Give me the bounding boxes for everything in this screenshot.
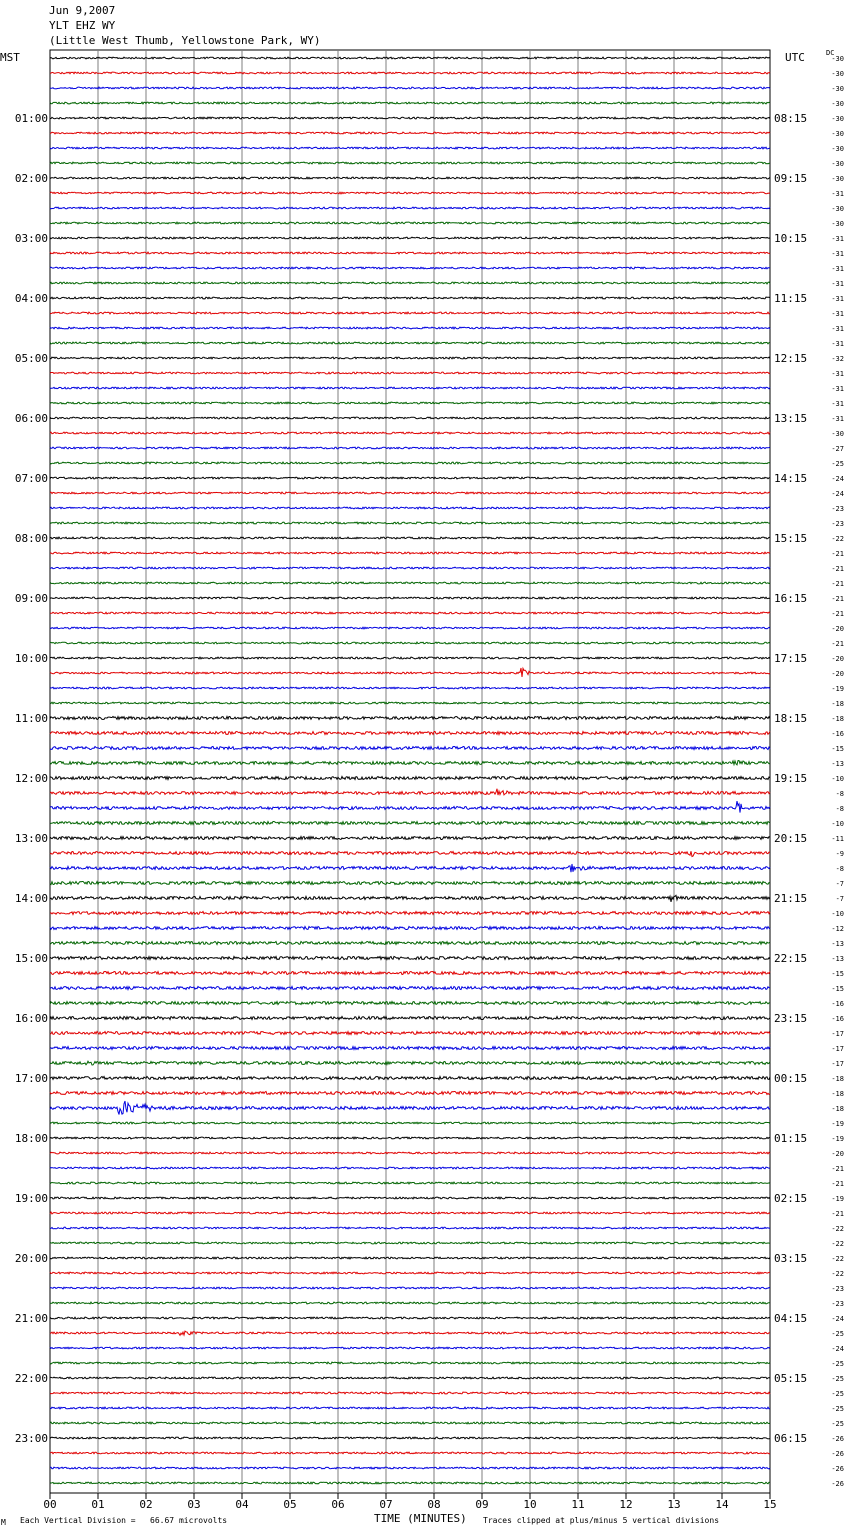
trace-line	[50, 657, 770, 659]
dc-offset-label: -25	[831, 1420, 844, 1428]
dc-offset-label: -30	[831, 160, 844, 168]
dc-offset-label: -30	[831, 100, 844, 108]
x-tick-label: 13	[667, 1498, 681, 1511]
trace-line	[50, 117, 770, 119]
left-hour-label: 09:00	[14, 592, 48, 605]
trace-line	[50, 627, 770, 629]
trace-line	[50, 777, 770, 780]
trace-line	[50, 477, 770, 479]
dc-offset-label: -31	[831, 265, 844, 273]
dc-offset-label: -18	[831, 1105, 844, 1113]
dc-offset-label: -31	[831, 385, 844, 393]
left-hour-label: 04:00	[14, 292, 48, 305]
dc-offset-label: -32	[831, 355, 844, 363]
trace-line	[50, 1407, 770, 1409]
trace-line	[50, 1392, 770, 1394]
dc-offset-label: -27	[831, 445, 844, 453]
dc-offset-label: -25	[831, 1360, 844, 1368]
dc-offset-label: -24	[831, 1315, 844, 1323]
trace-line	[50, 1287, 770, 1289]
trace-line	[50, 492, 770, 494]
trace-line	[50, 1092, 770, 1095]
dc-offset-label: -22	[831, 1270, 844, 1278]
trace-line	[50, 687, 770, 689]
dc-offset-label: -20	[831, 670, 844, 678]
dc-offset-label: -8	[835, 790, 844, 798]
trace-line	[50, 522, 770, 524]
trace-line	[50, 1437, 770, 1439]
right-hour-label: 22:15	[774, 952, 808, 965]
trace-line	[50, 387, 770, 389]
dc-offset-label: -21	[831, 595, 844, 603]
left-hour-label: 18:00	[14, 1132, 48, 1145]
dc-offset-label: -16	[831, 1015, 844, 1023]
left-timezone: MST	[0, 51, 20, 64]
dc-offset-label: -21	[831, 580, 844, 588]
dc-offset-label: -21	[831, 610, 844, 618]
trace-line	[50, 732, 770, 735]
trace-line	[50, 327, 770, 329]
trace-line	[50, 552, 770, 554]
dc-offset-label: -31	[831, 190, 844, 198]
right-hour-label: 12:15	[774, 352, 808, 365]
trace-line	[50, 1482, 770, 1484]
trace-line	[50, 837, 770, 840]
trace-line	[50, 237, 770, 239]
x-tick-label: 15	[763, 1498, 777, 1511]
dc-offset-label: -8	[835, 805, 844, 813]
dc-offset-label: -30	[831, 85, 844, 93]
trace-line	[50, 1061, 770, 1065]
clip-note: Traces clipped at plus/minus 5 vertical divisions	[483, 1516, 720, 1525]
trace-line	[50, 801, 770, 813]
plot-frame	[50, 50, 770, 1493]
trace-line	[50, 447, 770, 449]
trace-line	[50, 1212, 770, 1214]
trace-line	[50, 1197, 770, 1199]
trace-line	[50, 1077, 770, 1080]
trace-line	[50, 57, 770, 59]
dc-offset-label: -10	[831, 910, 844, 918]
trace-line	[50, 972, 770, 975]
trace-line	[50, 1272, 770, 1274]
dc-offset-label: -19	[831, 1135, 844, 1143]
dc-offset-label: -18	[831, 700, 844, 708]
dc-offset-label: -9	[835, 850, 844, 858]
dc-offset-label: -17	[831, 1060, 844, 1068]
dc-offset-label: -31	[831, 280, 844, 288]
trace-line	[50, 102, 770, 104]
scale-note: Each Vertical Division = 66.67 microvolts	[20, 1516, 228, 1525]
dc-offset-label: -15	[831, 985, 844, 993]
dc-offset-label: -21	[831, 1165, 844, 1173]
right-hour-label: 01:15	[774, 1132, 808, 1145]
x-tick-label: 01	[91, 1498, 105, 1511]
dc-offset-label: -18	[831, 1075, 844, 1083]
right-hour-label: 10:15	[774, 232, 808, 245]
dc-offset-label: -21	[831, 550, 844, 558]
trace-line	[50, 882, 770, 885]
left-hour-label: 11:00	[14, 712, 48, 725]
dc-offset-label: -22	[831, 535, 844, 543]
trace-line	[50, 177, 770, 179]
dc-offset-label: -23	[831, 1300, 844, 1308]
trace-line	[50, 942, 770, 945]
right-hour-label: 21:15	[774, 892, 808, 905]
trace-line	[50, 822, 770, 825]
dc-offset-label: -25	[831, 1390, 844, 1398]
right-hour-label: 23:15	[774, 1012, 808, 1025]
trace-line	[50, 537, 770, 539]
trace-line	[50, 1467, 770, 1469]
dc-offset-label: -13	[831, 955, 844, 963]
dc-offset-label: -30	[831, 70, 844, 78]
trace-line	[50, 462, 770, 464]
trace-line	[50, 957, 770, 960]
x-axis-title: TIME (MINUTES)	[374, 1512, 467, 1525]
dc-offset-label: -25	[831, 1405, 844, 1413]
dc-offset-label: -18	[831, 715, 844, 723]
dc-offset-label: -23	[831, 520, 844, 528]
x-tick-label: 05	[283, 1498, 297, 1511]
trace-line	[50, 252, 770, 254]
trace-line	[50, 1362, 770, 1364]
trace-line	[50, 747, 770, 750]
trace-line	[50, 927, 770, 930]
dc-offset-label: -26	[831, 1450, 844, 1458]
left-hour-label: 02:00	[14, 172, 48, 185]
trace-line	[50, 987, 770, 990]
right-hour-label: 18:15	[774, 712, 808, 725]
dc-offset-label: -23	[831, 505, 844, 513]
left-hour-label: 07:00	[14, 472, 48, 485]
x-tick-label: 09	[475, 1498, 489, 1511]
trace-line	[50, 1302, 770, 1304]
x-tick-label: 14	[715, 1498, 729, 1511]
trace-line	[50, 1182, 770, 1184]
dc-offset-label: -25	[831, 1330, 844, 1338]
dc-offset-label: -11	[831, 835, 844, 843]
right-hour-label: 19:15	[774, 772, 808, 785]
right-hour-label: 02:15	[774, 1192, 808, 1205]
trace-line	[50, 912, 770, 915]
trace-line	[50, 1452, 770, 1454]
right-hour-label: 06:15	[774, 1432, 808, 1445]
dc-offset-label: -13	[831, 760, 844, 768]
x-tick-label: 04	[235, 1498, 249, 1511]
dc-offset-label: -30	[831, 220, 844, 228]
trace-line	[50, 895, 770, 902]
trace-line	[50, 597, 770, 599]
dc-offset-label: -31	[831, 400, 844, 408]
x-tick-label: 03	[187, 1498, 201, 1511]
dc-offset-label: -25	[831, 460, 844, 468]
dc-offset-label: -26	[831, 1435, 844, 1443]
right-hour-label: 08:15	[774, 112, 808, 125]
left-hour-label: 01:00	[14, 112, 48, 125]
trace-line	[50, 1317, 770, 1319]
x-tick-label: 02	[139, 1498, 153, 1511]
dc-offset-label: -22	[831, 1240, 844, 1248]
x-tick-label: 06	[331, 1498, 345, 1511]
dc-offset-label: -15	[831, 970, 844, 978]
trace-line	[50, 72, 770, 74]
x-tick-label: 12	[619, 1498, 633, 1511]
trace-line	[50, 1242, 770, 1244]
dc-offset-label: -31	[831, 310, 844, 318]
dc-offset-label: -31	[831, 340, 844, 348]
trace-line	[50, 567, 770, 569]
right-hour-label: 04:15	[774, 1312, 808, 1325]
dc-offset-label: -20	[831, 625, 844, 633]
left-hour-label: 12:00	[14, 772, 48, 785]
right-hour-label: 00:15	[774, 1072, 808, 1085]
dc-offset-label: -10	[831, 775, 844, 783]
corner-mark: M	[1, 1518, 6, 1527]
x-tick-label: 08	[427, 1498, 441, 1511]
dc-offset-label: -18	[831, 1090, 844, 1098]
trace-line	[50, 851, 770, 856]
trace-line	[50, 582, 770, 584]
left-hour-label: 06:00	[14, 412, 48, 425]
right-hour-label: 17:15	[774, 652, 808, 665]
date-label: Jun 9,2007	[49, 4, 116, 17]
left-hour-label: 03:00	[14, 232, 48, 245]
trace-line	[50, 612, 770, 614]
dc-offset-label: -7	[835, 895, 844, 903]
dc-offset-label: -21	[831, 1210, 844, 1218]
trace-line	[50, 267, 770, 269]
right-hour-label: 05:15	[774, 1372, 808, 1385]
dc-offset-label: -19	[831, 1120, 844, 1128]
dc-offset-label: -22	[831, 1255, 844, 1263]
dc-offset-label: -16	[831, 1000, 844, 1008]
trace-line	[50, 1422, 770, 1424]
dc-offset-label: -24	[831, 1345, 844, 1353]
trace-line	[50, 192, 770, 194]
dc-offset-label: -19	[831, 685, 844, 693]
dc-offset-label: -21	[831, 1180, 844, 1188]
trace-line	[50, 357, 770, 359]
trace-line	[50, 162, 770, 164]
trace-line	[50, 717, 770, 720]
trace-line	[50, 207, 770, 209]
trace-line	[50, 1257, 770, 1259]
station-label: YLT EHZ WY	[49, 19, 116, 32]
trace-line	[50, 1032, 770, 1035]
dc-offset-label: -24	[831, 475, 844, 483]
left-hour-label: 10:00	[14, 652, 48, 665]
x-tick-label: 11	[571, 1498, 585, 1511]
dc-offset-label: -17	[831, 1030, 844, 1038]
trace-line	[50, 1167, 770, 1169]
trace-line	[50, 87, 770, 89]
dc-offset-label: -31	[831, 325, 844, 333]
dc-offset-label: -30	[831, 205, 844, 213]
trace-line	[50, 1152, 770, 1154]
left-hour-label: 13:00	[14, 832, 48, 845]
trace-line	[50, 1137, 770, 1139]
dc-offset-label: -25	[831, 1375, 844, 1383]
trace-line	[50, 1227, 770, 1229]
dc-offset-label: -31	[831, 250, 844, 258]
left-hour-label: 22:00	[14, 1372, 48, 1385]
right-hour-label: 20:15	[774, 832, 808, 845]
trace-line	[50, 507, 770, 509]
trace-line	[50, 789, 770, 795]
dc-offset-label: -16	[831, 730, 844, 738]
dc-offset-label: -31	[831, 235, 844, 243]
location-label: (Little West Thumb, Yellowstone Park, WY)	[49, 34, 321, 47]
dc-offset-label: -8	[835, 865, 844, 873]
right-hour-label: 03:15	[774, 1252, 808, 1265]
trace-line	[50, 342, 770, 344]
left-hour-label: 19:00	[14, 1192, 48, 1205]
trace-line	[50, 1017, 770, 1020]
trace-line	[50, 702, 770, 704]
dc-offset-label: -21	[831, 640, 844, 648]
dc-offset-label: -20	[831, 655, 844, 663]
trace-line	[50, 372, 770, 374]
left-hour-label: 14:00	[14, 892, 48, 905]
trace-line	[50, 312, 770, 314]
dc-offset-label: -31	[831, 295, 844, 303]
left-hour-label: 05:00	[14, 352, 48, 365]
left-hour-label: 17:00	[14, 1072, 48, 1085]
dc-offset-label: -30	[831, 130, 844, 138]
dc-offset-label: -22	[831, 1225, 844, 1233]
trace-line	[50, 1002, 770, 1005]
dc-offset-label: -17	[831, 1045, 844, 1053]
left-hour-label: 21:00	[14, 1312, 48, 1325]
dc-offset-label: -19	[831, 1195, 844, 1203]
right-timezone: UTC	[785, 51, 805, 64]
right-hour-label: 13:15	[774, 412, 808, 425]
trace-line	[50, 864, 770, 872]
trace-line	[50, 282, 770, 284]
trace-line	[50, 222, 770, 224]
dc-offset-label: -23	[831, 1285, 844, 1293]
trace-line	[50, 147, 770, 149]
right-hour-label: 15:15	[774, 532, 808, 545]
x-tick-label: 10	[523, 1498, 537, 1511]
trace-line	[50, 132, 770, 134]
trace-line	[50, 297, 770, 299]
dc-offset-label: -10	[831, 820, 844, 828]
left-hour-label: 23:00	[14, 1432, 48, 1445]
dc-offset-label: -30	[831, 145, 844, 153]
dc-offset-label: -26	[831, 1465, 844, 1473]
dc-offset-label: -20	[831, 1150, 844, 1158]
trace-line	[50, 1377, 770, 1379]
trace-line	[50, 1347, 770, 1349]
dc-offset-label: -26	[831, 1480, 844, 1488]
dc-label: DC	[826, 49, 835, 57]
trace-line	[50, 1122, 770, 1124]
right-hour-label: 14:15	[774, 472, 808, 485]
dc-offset-label: -12	[831, 925, 844, 933]
trace-line	[50, 1047, 770, 1050]
dc-offset-label: -15	[831, 745, 844, 753]
dc-offset-label: -30	[831, 430, 844, 438]
right-hour-label: 16:15	[774, 592, 808, 605]
dc-offset-label: -7	[835, 880, 844, 888]
trace-line	[50, 417, 770, 419]
left-hour-label: 08:00	[14, 532, 48, 545]
dc-offset-label: -31	[831, 370, 844, 378]
trace-line	[50, 402, 770, 404]
left-hour-label: 16:00	[14, 1012, 48, 1025]
dc-offset-label: -30	[831, 55, 844, 63]
dc-offset-label: -30	[831, 115, 844, 123]
trace-line	[50, 642, 770, 644]
right-hour-label: 09:15	[774, 172, 808, 185]
trace-line	[50, 432, 770, 434]
dc-offset-label: -30	[831, 175, 844, 183]
dc-offset-label: -21	[831, 565, 844, 573]
trace-line	[50, 668, 770, 677]
trace-line	[50, 761, 770, 765]
x-tick-label: 07	[379, 1498, 393, 1511]
dc-offset-label: -13	[831, 940, 844, 948]
dc-offset-label: -31	[831, 415, 844, 423]
trace-line	[50, 1331, 770, 1335]
left-hour-label: 15:00	[14, 952, 48, 965]
left-hour-label: 20:00	[14, 1252, 48, 1265]
x-tick-label: 00	[43, 1498, 57, 1511]
dc-offset-label: -24	[831, 490, 844, 498]
trace-line	[50, 1101, 770, 1114]
right-hour-label: 11:15	[774, 292, 808, 305]
